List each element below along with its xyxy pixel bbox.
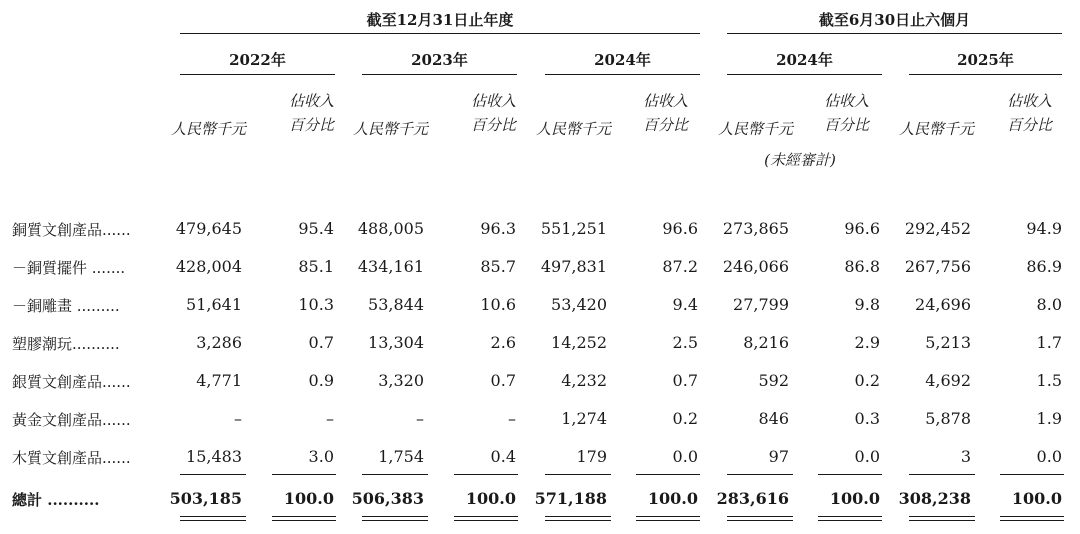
cell-value: 96.6 <box>844 219 880 238</box>
divider <box>727 74 882 75</box>
col-header-rmb: 人民幣千元 <box>352 120 428 138</box>
divider <box>818 474 882 475</box>
cell-value: 1.9 <box>1036 409 1062 428</box>
cell-value: 179 <box>576 447 607 466</box>
divider <box>180 74 335 75</box>
cell-value: 53,420 <box>551 295 607 314</box>
cell-value: 246,066 <box>722 257 789 276</box>
double-divider <box>362 516 428 521</box>
cell-value: 96.3 <box>480 219 516 238</box>
cell-value: 9.4 <box>672 295 698 314</box>
total-value: 503,185 <box>169 489 242 508</box>
cell-value: 2.9 <box>854 333 880 352</box>
total-value: 283,616 <box>716 489 789 508</box>
col-header-pct: 佔收入 百分比 <box>288 92 334 134</box>
cell-value: 0.0 <box>1036 447 1062 466</box>
col-header-pct: 佔收入 百分比 <box>642 92 688 134</box>
cell-value: 97 <box>768 447 789 466</box>
year-header-2025-h1: 2025年 <box>957 51 1014 69</box>
divider <box>727 33 1062 34</box>
row-label: 銅質文創產品...... <box>12 221 131 239</box>
cell-value: 96.6 <box>662 219 698 238</box>
row-label: 木質文創產品...... <box>12 449 131 467</box>
cell-value: 0.3 <box>854 409 880 428</box>
cell-value: 2.5 <box>672 333 698 352</box>
col-header-rmb: 人民幣千元 <box>898 120 974 138</box>
divider <box>909 74 1062 75</box>
row-label: 銀質文創產品...... <box>12 373 131 391</box>
divider <box>545 74 700 75</box>
double-divider <box>1000 516 1064 521</box>
cell-value: 428,004 <box>175 257 242 276</box>
cell-value: 1,274 <box>561 409 607 428</box>
row-label: 塑膠潮玩.......... <box>12 335 120 353</box>
cell-value: 292,452 <box>904 219 971 238</box>
cell-value: 0.7 <box>672 371 698 390</box>
year-header-2024-h1: 2024年 <box>776 51 833 69</box>
row-label: －銅雕畫 ......... <box>12 297 120 315</box>
double-divider <box>909 516 975 521</box>
cell-value: 267,756 <box>904 257 971 276</box>
cell-value: 85.1 <box>298 257 334 276</box>
cell-value: 24,696 <box>915 295 971 314</box>
cell-value: 87.2 <box>662 257 698 276</box>
total-value: 100.0 <box>647 489 698 508</box>
cell-value: 3 <box>960 447 971 466</box>
cell-value: 5,878 <box>925 409 971 428</box>
cell-value: 0.0 <box>854 447 880 466</box>
total-value: 100.0 <box>1011 489 1062 508</box>
cell-value: 273,865 <box>722 219 789 238</box>
divider <box>272 474 336 475</box>
group-header-six-months: 截至6月30日止六個月 <box>818 11 971 29</box>
cell-value: 13,304 <box>368 333 424 352</box>
year-header-2023: 2023年 <box>411 51 468 69</box>
col-header-pct: 佔收入 百分比 <box>823 92 869 134</box>
total-label: 總計 .......... <box>12 491 100 509</box>
year-header-2024: 2024年 <box>594 51 651 69</box>
total-value: 100.0 <box>283 489 334 508</box>
divider <box>636 474 700 475</box>
row-label: －銅質擺件 ....... <box>12 259 126 277</box>
cell-value: 3.0 <box>308 447 334 466</box>
cell-value: 497,831 <box>540 257 607 276</box>
cell-value: 551,251 <box>540 219 607 238</box>
total-value: 100.0 <box>829 489 880 508</box>
cell-value: 86.8 <box>844 257 880 276</box>
double-divider <box>454 516 518 521</box>
cell-value: 53,844 <box>368 295 424 314</box>
total-value: 100.0 <box>465 489 516 508</box>
cell-value: 592 <box>758 371 789 390</box>
double-divider <box>545 516 611 521</box>
cell-value: 1.5 <box>1036 371 1062 390</box>
cell-value: 86.9 <box>1026 257 1062 276</box>
total-value: 571,188 <box>534 489 607 508</box>
double-divider <box>727 516 793 521</box>
cell-value: 434,161 <box>357 257 424 276</box>
cell-value: – <box>416 409 424 428</box>
divider <box>180 33 700 34</box>
cell-value: 846 <box>758 409 789 428</box>
cell-value: 488,005 <box>357 219 424 238</box>
cell-value: 0.7 <box>490 371 516 390</box>
cell-value: 10.3 <box>298 295 334 314</box>
cell-value: 95.4 <box>298 219 334 238</box>
divider <box>727 474 793 475</box>
divider <box>454 474 518 475</box>
cell-value: 0.4 <box>490 447 516 466</box>
cell-value: 3,320 <box>378 371 424 390</box>
cell-value: 10.6 <box>480 295 516 314</box>
double-divider <box>180 516 246 521</box>
year-header-2022: 2022年 <box>229 51 286 69</box>
divider <box>362 74 517 75</box>
cell-value: 4,232 <box>561 371 607 390</box>
cell-value: 0.2 <box>672 409 698 428</box>
cell-value: 3,286 <box>196 333 242 352</box>
cell-value: 2.6 <box>490 333 516 352</box>
col-header-rmb: 人民幣千元 <box>170 120 246 138</box>
cell-value: – <box>326 409 334 428</box>
cell-value: 1.7 <box>1036 333 1062 352</box>
col-header-pct: 佔收入 百分比 <box>470 92 516 134</box>
cell-value: 4,771 <box>196 371 242 390</box>
cell-value: 0.7 <box>308 333 334 352</box>
cell-value: 0.2 <box>854 371 880 390</box>
cell-value: 479,645 <box>175 219 242 238</box>
double-divider <box>272 516 336 521</box>
cell-value: 0.9 <box>308 371 334 390</box>
cell-value: 14,252 <box>551 333 607 352</box>
col-header-rmb: 人民幣千元 <box>717 120 793 138</box>
cell-value: 8.0 <box>1036 295 1062 314</box>
double-divider <box>636 516 700 521</box>
cell-value: 1,754 <box>378 447 424 466</box>
cell-value: 0.0 <box>672 447 698 466</box>
cell-value: 8,216 <box>743 333 789 352</box>
cell-value: 27,799 <box>733 295 789 314</box>
row-label: 黃金文創產品...... <box>12 411 131 429</box>
group-header-full-year: 截至12月31日止年度 <box>366 11 514 29</box>
total-value: 506,383 <box>351 489 424 508</box>
divider <box>909 474 975 475</box>
cell-value: – <box>234 409 242 428</box>
double-divider <box>818 516 882 521</box>
divider <box>1000 474 1064 475</box>
cell-value: 9.8 <box>854 295 880 314</box>
col-header-rmb: 人民幣千元 <box>535 120 611 138</box>
cell-value: 4,692 <box>925 371 971 390</box>
divider <box>180 474 246 475</box>
divider <box>545 474 611 475</box>
cell-value: 51,641 <box>186 295 242 314</box>
total-value: 308,238 <box>898 489 971 508</box>
divider <box>362 474 428 475</box>
cell-value: – <box>508 409 516 428</box>
cell-value: 5,213 <box>925 333 971 352</box>
cell-value: 94.9 <box>1026 219 1062 238</box>
unaudited-note: (未經審計) <box>764 151 836 169</box>
cell-value: 85.7 <box>480 257 516 276</box>
col-header-pct: 佔收入 百分比 <box>1006 92 1052 134</box>
cell-value: 15,483 <box>186 447 242 466</box>
